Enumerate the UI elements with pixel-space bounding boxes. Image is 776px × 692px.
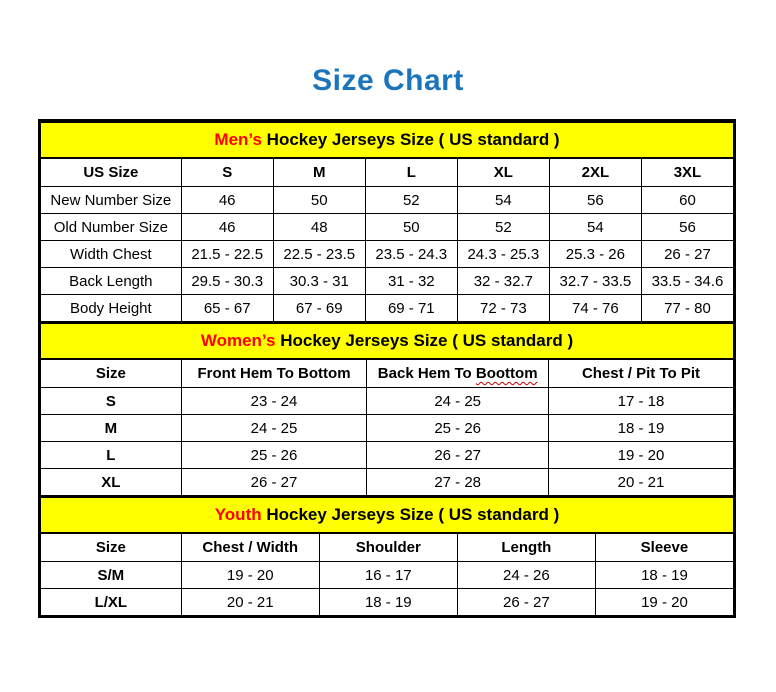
- size-value-cell: 46: [181, 187, 273, 214]
- table-row: [41, 469, 734, 496]
- size-value-cell: 18 - 19: [548, 415, 733, 442]
- size-value-cell: 26 - 27: [367, 442, 549, 469]
- size-value-cell: 74 - 76: [549, 295, 641, 322]
- row-label: New Number Size: [41, 187, 182, 214]
- size-value-cell: 21.5 - 22.5: [181, 241, 273, 268]
- column-header: L: [365, 158, 457, 187]
- size-value-cell: 30.3 - 31: [273, 268, 365, 295]
- size-value-cell: 19 - 20: [595, 589, 733, 616]
- size-value-cell: 25 - 26: [367, 415, 549, 442]
- table-row: [41, 388, 734, 415]
- size-value-cell: 26 - 27: [641, 241, 733, 268]
- womens-section-banner: [41, 323, 734, 359]
- page-title: Size Chart: [312, 64, 464, 97]
- size-value-cell: 48: [273, 214, 365, 241]
- size-value-cell: 72 - 73: [457, 295, 549, 322]
- row-label: Width Chest: [41, 241, 182, 268]
- row-label: S: [41, 388, 182, 415]
- size-value-cell: 25.3 - 26: [549, 241, 641, 268]
- size-value-cell: 60: [641, 187, 733, 214]
- table-row: [41, 241, 734, 268]
- table-row: [41, 442, 734, 469]
- size-value-cell: 69 - 71: [365, 295, 457, 322]
- size-value-cell: 56: [641, 214, 733, 241]
- size-value-cell: 32 - 32.7: [457, 268, 549, 295]
- size-value-cell: 19 - 20: [181, 562, 319, 589]
- size-value-cell: 54: [457, 187, 549, 214]
- size-value-cell: 26 - 27: [181, 469, 367, 496]
- mens-size-table: [40, 121, 734, 322]
- row-label: S/M: [41, 562, 182, 589]
- table-row: [41, 295, 734, 322]
- section-heading: Women’s Hockey Jerseys Size ( US standard ): [41, 323, 734, 359]
- size-value-cell: 18 - 19: [595, 562, 733, 589]
- size-value-cell: 32.7 - 33.5: [549, 268, 641, 295]
- size-value-cell: 50: [273, 187, 365, 214]
- size-value-cell: 20 - 21: [181, 589, 319, 616]
- section-heading-highlight: Men’s: [214, 130, 262, 149]
- youth-size-table: [40, 496, 734, 616]
- column-header: Front Hem To Bottom: [181, 359, 367, 388]
- size-value-cell: 31 - 32: [365, 268, 457, 295]
- size-value-cell: 52: [457, 214, 549, 241]
- size-chart-tables: [38, 119, 736, 618]
- size-value-cell: 23 - 24: [181, 388, 367, 415]
- size-value-cell: 23.5 - 24.3: [365, 241, 457, 268]
- size-value-cell: 67 - 69: [273, 295, 365, 322]
- size-value-cell: 18 - 19: [319, 589, 457, 616]
- column-header: Length: [457, 533, 595, 562]
- row-label: Body Height: [41, 295, 182, 322]
- table-row: [41, 214, 734, 241]
- size-value-cell: 26 - 27: [457, 589, 595, 616]
- size-value-cell: 17 - 18: [548, 388, 733, 415]
- size-value-cell: 27 - 28: [367, 469, 549, 496]
- table-row: [41, 268, 734, 295]
- section-heading-highlight: Women’s: [200, 331, 276, 350]
- column-header: Back Hem To Boottom: [367, 359, 549, 388]
- column-header-row: [41, 359, 734, 388]
- table-row: [41, 415, 734, 442]
- size-value-cell: 56: [549, 187, 641, 214]
- table-row: [41, 187, 734, 214]
- size-value-cell: 24 - 26: [457, 562, 595, 589]
- column-header: US Size: [41, 158, 182, 187]
- size-value-cell: 52: [365, 187, 457, 214]
- column-header: XL: [457, 158, 549, 187]
- womens-size-table: [40, 322, 734, 496]
- size-value-cell: 22.5 - 23.5: [273, 241, 365, 268]
- table-row: [41, 589, 734, 616]
- column-header: Size: [41, 359, 182, 388]
- table-row: [41, 562, 734, 589]
- column-header: S: [181, 158, 273, 187]
- section-heading: Youth Hockey Jerseys Size ( US standard ): [41, 497, 734, 533]
- row-label: Old Number Size: [41, 214, 182, 241]
- column-header: Size: [41, 533, 182, 562]
- size-value-cell: 24 - 25: [367, 388, 549, 415]
- column-header: Shoulder: [319, 533, 457, 562]
- column-header: Chest / Pit To Pit: [548, 359, 733, 388]
- size-value-cell: 33.5 - 34.6: [641, 268, 733, 295]
- column-header-row: [41, 158, 734, 187]
- size-value-cell: 50: [365, 214, 457, 241]
- youth-section-banner: [41, 497, 734, 533]
- size-value-cell: 24 - 25: [181, 415, 367, 442]
- section-heading-highlight: Youth: [214, 505, 262, 524]
- row-label: L/XL: [41, 589, 182, 616]
- column-header: Sleeve: [595, 533, 733, 562]
- row-label: M: [41, 415, 182, 442]
- size-value-cell: 24.3 - 25.3: [457, 241, 549, 268]
- column-header: Chest / Width: [181, 533, 319, 562]
- column-header-row: [41, 533, 734, 562]
- row-label: L: [41, 442, 182, 469]
- section-heading: Men’s Hockey Jerseys Size ( US standard ): [41, 122, 734, 158]
- size-value-cell: 19 - 20: [548, 442, 733, 469]
- size-value-cell: 46: [181, 214, 273, 241]
- size-value-cell: 25 - 26: [181, 442, 367, 469]
- size-value-cell: 29.5 - 30.3: [181, 268, 273, 295]
- row-label: Back Length: [41, 268, 182, 295]
- size-value-cell: 16 - 17: [319, 562, 457, 589]
- column-header: 2XL: [549, 158, 641, 187]
- size-value-cell: 20 - 21: [548, 469, 733, 496]
- row-label: XL: [41, 469, 182, 496]
- column-header: 3XL: [641, 158, 733, 187]
- size-value-cell: 65 - 67: [181, 295, 273, 322]
- size-value-cell: 77 - 80: [641, 295, 733, 322]
- column-header: M: [273, 158, 365, 187]
- size-value-cell: 54: [549, 214, 641, 241]
- misspelled-word: Boottom: [475, 365, 538, 382]
- mens-section-banner: [41, 122, 734, 158]
